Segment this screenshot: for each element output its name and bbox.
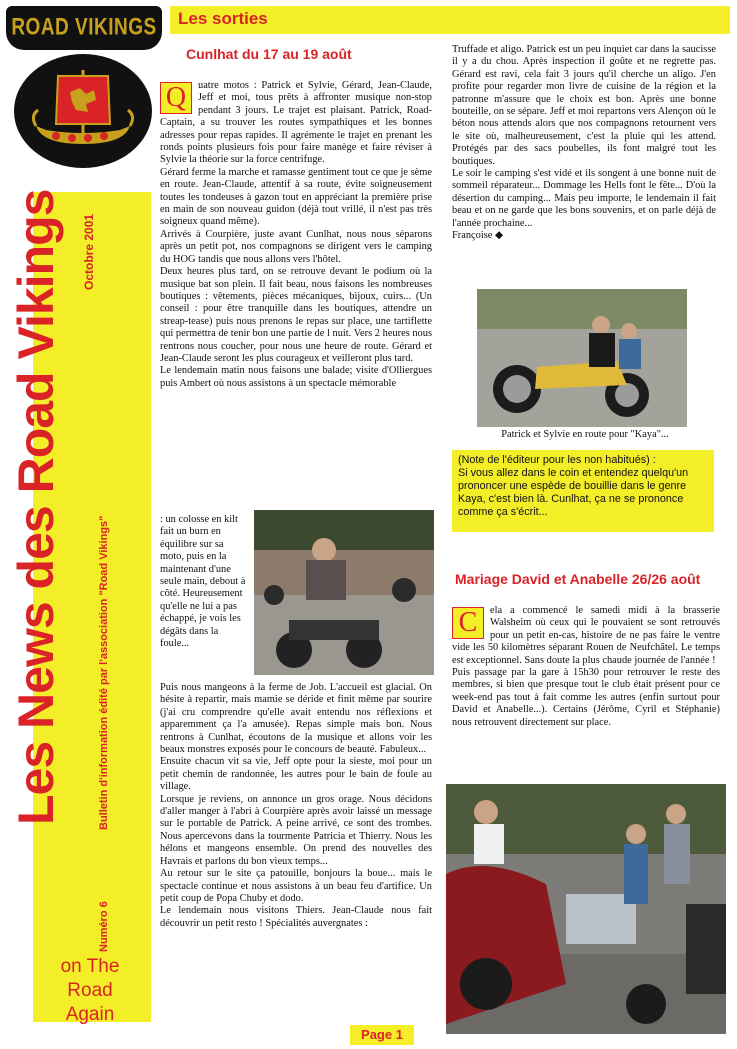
- motto-line-1: on The Road: [60, 956, 120, 1001]
- photo-burn-show: [254, 510, 434, 675]
- paragraph: : un colosse en kilt fait un burn en équilibre sur sa moto, puis en la maintenant d'une seule main, debout à côté. Heureusement qu'elle ne lui a pas échappé, je vois les dégâts dans la foule...: [160, 514, 246, 650]
- paragraph: Au retour sur le site ça patouille, bonjours la boue... mais le spectacle continue et nous assistons à un beau feu d'artifice. Un petit coup de Popa Chuby et dodo.: [160, 868, 432, 904]
- newsletter-title: Les News des Road Vikings: [8, 189, 64, 825]
- paragraph: Deux heures plus tard, on se retrouve devant le podium où la musique bat son plein. Il fait beau, nous faisons les nombreuses boutiques : vêtements, pièces mécaniques, bijoux, cuirs... (Un conseil : pour être tranquille dans les boutiques, attendre un streap-tease) puis nous prenons le repas sur place, une tartiflette qui permettra de tenir bon une partie de l nuit. Vers 2 heures nous rentrons nous coucher, pour nous une heure de route. Gérard et Jean-Claude seront les plus courageux et veilleront plus tard.: [160, 266, 432, 364]
- paragraph: Gérard ferme la marche et ramasse gentiment tout ce que je sème en route. Jean-Claude, attentif à sa route, évite soigneusement toutes les tondeuses à gazon tout en appréciant la première prise en main de son nouveau guidon (déjà tout vrillé, il n'est pas très soigneux quand même).: [160, 166, 432, 228]
- issue-date: Octobre 2001: [82, 213, 96, 290]
- paragraph: Puis passage par la gare à 15h30 pour retrouver le reste des membres, si bien que presque tout le club était présent pour ce week-end pas tout à fait comme les autres (enfin surtout pour David et Anabelle...). Certains (Jérôme, Cyril et Stéphanie) nous retrouvent directement sur place.: [452, 667, 720, 728]
- paragraph: Truffade et aligo. Patrick est un peu inquiet car dans la saucisse il y a du chou. Après inspection il goûte et ne regrette pas. Gérard est ravi, cela fait 3 jours qu'il cherche un aligo. J'en profite pour regarder mon livre de cuisine de la région et la patronne m'assure que le choix est bon. Après une bonne bouteille, on se sépare. Jeff et moi repartons vers Alençon où le béton nous attends alors que nos compagnons retournent vers le site où, malheureusement, c'est la pluie qui les attend. Protégés par des sacs poubelles, ils font malgré tout les boutiques.: [452, 44, 716, 167]
- issue-number: Numéro 6: [98, 901, 110, 952]
- motto-line-2: Again: [65, 1004, 115, 1025]
- editor-note-body: Si vous allez dans le coin et entendez quelqu'un prononcer une espède de bouillie dans le genre Kaya, c'est bien là. Cunlhat, ça ne se prononce comme ça s'écrit...: [458, 467, 689, 518]
- article-cunlhat-col2: [452, 44, 716, 243]
- article-cunlhat-wrap: [160, 514, 250, 650]
- section-header: [170, 6, 730, 34]
- paragraph: uatre motos : Patrick et Sylvie, Gérard, Jean-Claude, Jeff et moi, tous prêts à affronter musique non-stop pendant 3 jours. Le trajet est plaisant. Patrick, Road-Captain, a su trouver les routes sympathiques et les bonnes adresses pour repas rapides. Il agrémente le trajet en prenant les ronds points plusieurs fois pour faire manège et faire réviser à Sylvie la théorie sur la force centrifuge.: [160, 80, 432, 166]
- logo-banner: [6, 6, 162, 50]
- photo-patrick-sylvie: [477, 289, 687, 427]
- paragraph: Puis nous mangeons à la ferme de Job. L'accueil est glacial. On hésite à repartir, mais mamie se déride et finit même par sourire (j'ai cru comprendre qu'elle avait entendu nos réflexions et apparemment ça l'a amusée). Repas simple mais bon. Nous rentrons à Cunlhat, écoutons de la musique et allons voir les beaux monstres exposés pour le concours de beauté. Fabuleux...: [160, 682, 432, 756]
- paragraph: Le lendemain nous visitons Thiers. Jean-Claude nous fait découvrir un petit resto ! Spécialités auvergnates :: [160, 905, 432, 929]
- photo-wedding-bikes: [446, 784, 726, 1034]
- editor-note: [452, 450, 714, 532]
- dropcap-c: C: [452, 607, 484, 639]
- article-mariage: [452, 605, 720, 729]
- article-cunlhat-col1: [160, 80, 432, 390]
- article-title-cunlhat: Cunlhat du 17 au 19 août: [186, 46, 352, 62]
- dropcap-q: Q: [160, 82, 192, 114]
- article-title-mariage: Mariage David et Anabelle 26/26 août: [455, 571, 701, 587]
- paragraph: Le soir le camping s'est vidé et ils songent à une bonne nuit de sommeil réparateur... Dommage les Hells font le fête... D'où la désertion du camping... Mais peu importe, le lendemain il fait beau et on ne garde que les bons souvenirs, et on parle déjà de l'année prochaine...: [452, 168, 716, 229]
- editor-note-heading: (Note de l'éditeur pour les non habitués) :: [458, 454, 656, 466]
- newsletter-subtitle: Bulletin d'information édité par l'association "Road Vikings": [98, 515, 110, 830]
- page-number-box: [350, 1025, 414, 1045]
- paragraph: Ensuite chacun vit sa vie, Jeff opte pour la sieste, moi pour un petit chemin de randonnée, les autres pour le bain de foule au village.: [160, 756, 432, 793]
- logo-banner-text: ROAD VIKINGS: [11, 14, 157, 41]
- article-cunlhat-col1-bottom: [160, 682, 432, 930]
- paragraph: ela a commencé le samedi midi à la brasserie Walsheim où ceux qui le pouvaient se sont retrouvés pour un petit en-cas, histoire de ne pas faire le ventre vide les 50 kilomètres séparant Rouen de Neufchâtel. Le temps est exceptionnel. Sans doute la plus chaude journée de l'année !: [452, 605, 720, 666]
- page-number: Page 1: [361, 1027, 403, 1042]
- section-title: Les sorties: [178, 9, 268, 28]
- paragraph: Arrivés à Courpière, juste avant Cunlhat, nous nous séparons après un petit pot, nos compagnons se dirigent vers le camping du HOG tandis que nous allons vers l'hôtel.: [160, 228, 432, 265]
- paragraph: Lorsque je reviens, on annonce un gros orage. Nous décidons d'aller manger à l'abri à Courpière après avoir laissé un message sur le portable de Patrick. A peine arrivé, ce sont des trombes. Nous apercevons dans la tourmente Patricia et Thierry. Nous les hélons et mangeons ensemble. On prend des nouvelles des Havrais et parlons du bon vieux temps...: [160, 793, 432, 867]
- paragraph: Le lendemain matin nous faisons une balade; visite d'Olliergues puis Ambert où nous assistons à un spectacle mémorable: [160, 365, 432, 389]
- motto: [40, 955, 140, 1027]
- photo-caption: Patrick et Sylvie en route pour "Kaya"...: [501, 429, 669, 440]
- signature: Françoise ◆: [452, 230, 503, 242]
